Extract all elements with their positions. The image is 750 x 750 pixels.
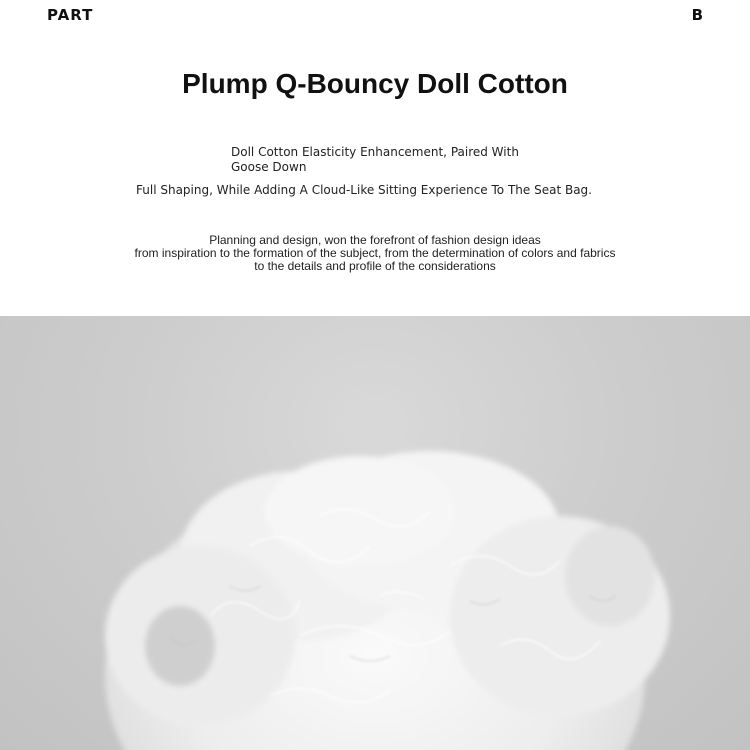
part-letter: B — [691, 6, 703, 24]
description-line-3: to the details and profile of the considerations — [254, 259, 496, 273]
part-label: PART — [47, 6, 94, 24]
subtitle-block — [231, 145, 531, 175]
subtitle-line-2: Goose Down — [231, 160, 307, 174]
page-title: Plump Q-Bouncy Doll Cotton — [182, 68, 568, 99]
cotton-fluff-illustration — [0, 316, 750, 750]
subtitle-line-3: Full Shaping, While Adding A Cloud-Like Sitting Experience To The Seat Bag. — [136, 183, 592, 197]
description — [0, 234, 750, 273]
subtitle-line-1: Doll Cotton Elasticity Enhancement, Paired With — [231, 145, 519, 159]
cotton-fluff-photo — [0, 316, 750, 750]
description-line-1: Planning and design, won the forefront of fashion design ideas — [209, 233, 541, 247]
description-line-2: from inspiration to the formation of the subject, from the determination of colors and fabrics — [134, 246, 616, 260]
